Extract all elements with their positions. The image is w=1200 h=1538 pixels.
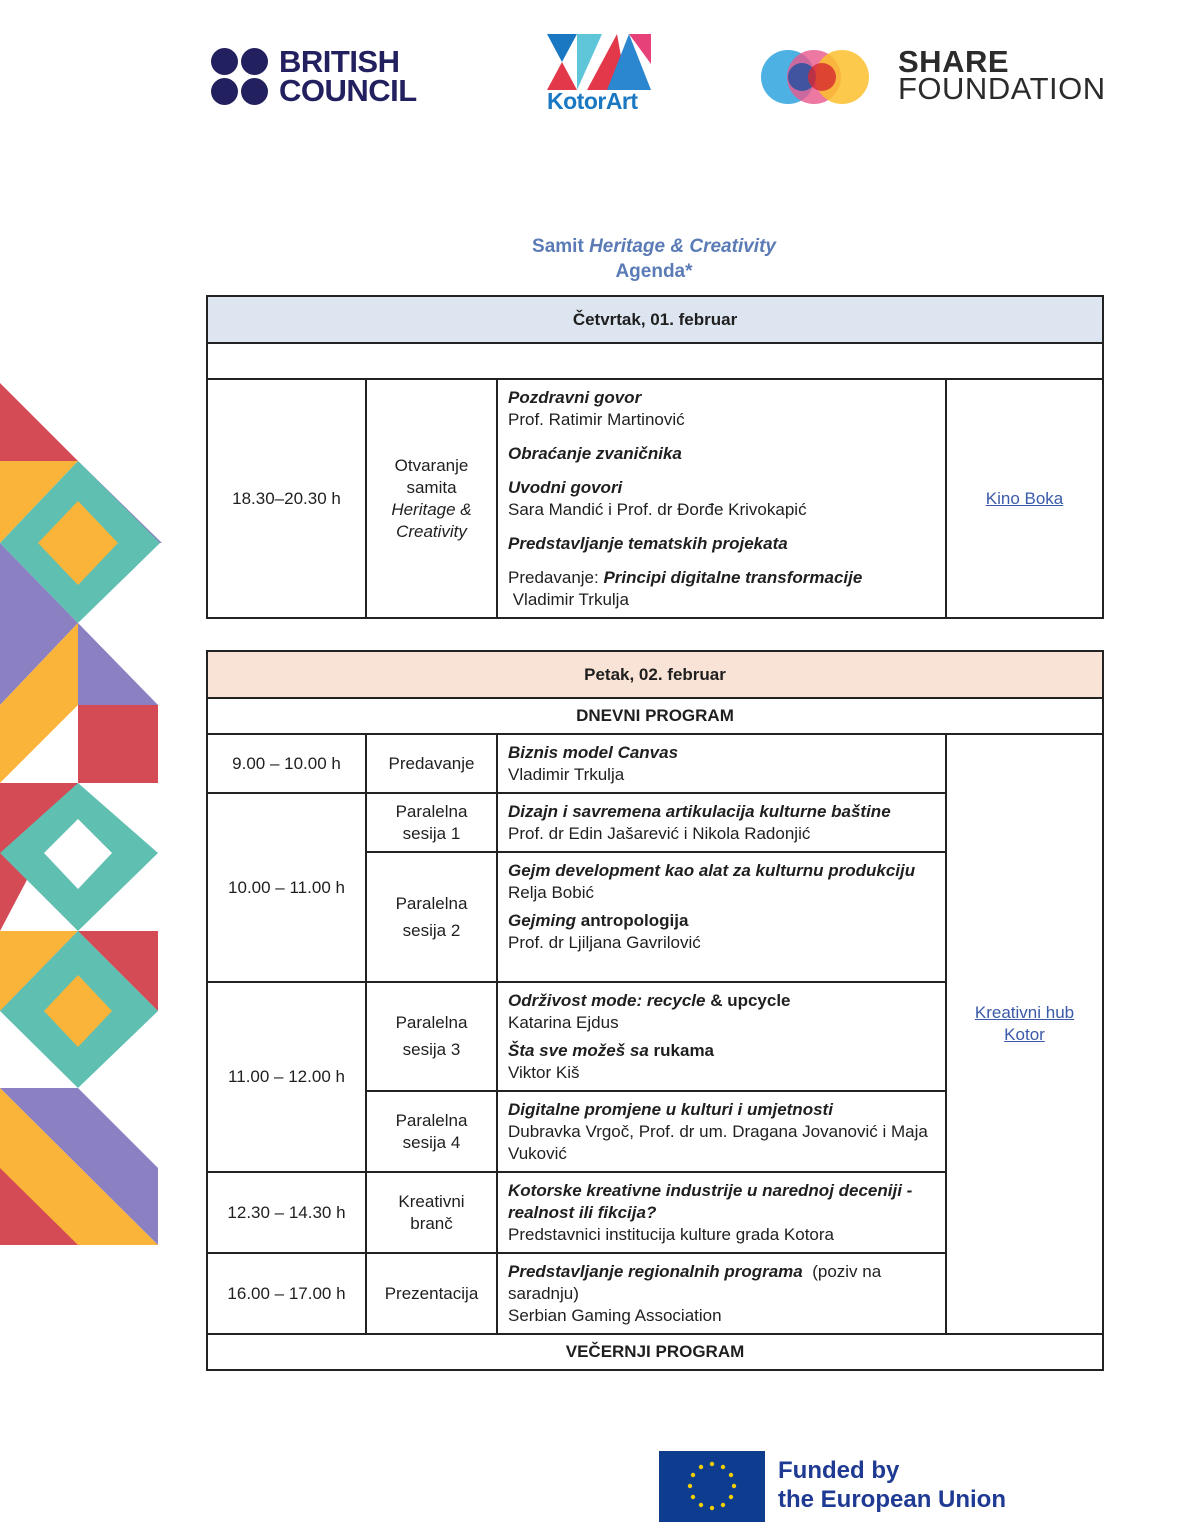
type-cell: Kreativni branč bbox=[366, 1172, 497, 1253]
kino-boka-link[interactable]: Kino Boka bbox=[985, 488, 1064, 508]
agenda-day1-table bbox=[206, 295, 1104, 619]
british-council-logo-mark bbox=[211, 48, 271, 108]
kotorart-logo-text: KotorArt bbox=[547, 88, 638, 114]
type-cell: Predavanje bbox=[366, 734, 497, 793]
evening-program-label: VEČERNJI PROGRAM bbox=[207, 1334, 1103, 1370]
day-program-label: DNEVNI PROGRAM bbox=[207, 698, 1103, 734]
time-cell: 10.00 – 11.00 h bbox=[207, 793, 366, 982]
time-cell: 16.00 – 17.00 h bbox=[207, 1253, 366, 1334]
day2-location bbox=[946, 734, 1103, 1334]
share-foundation-logo-mark bbox=[760, 50, 870, 104]
day1-empty-row bbox=[207, 343, 1103, 379]
time-cell: 12.30 – 14.30 h bbox=[207, 1172, 366, 1253]
day1-type: Otvaranje samita Heritage & Creativity bbox=[366, 379, 497, 618]
activity-cell: Predstavljanje regionalnih programa (poziv na saradnju) Serbian Gaming Association bbox=[497, 1253, 946, 1334]
share-foundation-logo-text: SHARE FOUNDATION bbox=[898, 44, 1106, 106]
page-subtitle: Agenda* bbox=[615, 261, 693, 282]
type-cell: Paralelna sesija 2 bbox=[366, 852, 497, 982]
eu-flag-icon bbox=[659, 1451, 765, 1522]
type-cell: Paralelna sesija 1 bbox=[366, 793, 497, 852]
activity-cell: Kotorske kreativne industrije u narednoj deceniji - realnost ili fikcija? Predstavnici institucija kulture grada Kotora bbox=[497, 1172, 946, 1253]
decorative-pattern bbox=[0, 383, 162, 1245]
type-cell: Prezentacija bbox=[366, 1253, 497, 1334]
day1-time: 18.30–20.30 h bbox=[207, 379, 366, 618]
activity-cell: Gejm development kao alat za kulturnu produkciju Relja Bobić Gejming antropologija Prof. dr Ljiljana Gavrilović bbox=[497, 852, 946, 982]
page-title: Samit Heritage & Creativity bbox=[532, 236, 776, 257]
type-cell: Paralelna sesija 4 bbox=[366, 1091, 497, 1172]
activity-cell: Digitalne promjene u kulturi i umjetnosti Dubravka Vrgoč, Prof. dr um. Dragana Jovanović i Maja Vuković bbox=[497, 1091, 946, 1172]
day1-activities: Pozdravni govor Prof. Ratimir Martinović Obraćanje zvaničnika Uvodni govori Sara Mandić i Prof. dr Đorđe Krivokapić Predstavljanje tematskih projekata Predavanje: Principi digitalne transformacije Vladimir Trkulja bbox=[497, 379, 946, 618]
time-cell: 9.00 – 10.00 h bbox=[207, 734, 366, 793]
activity-cell: Održivost mode: recycle & upcycle Katarina Ejdus Šta sve možeš sa rukama Viktor Kiš bbox=[497, 982, 946, 1091]
kotorart-logo-mark bbox=[547, 34, 651, 90]
agenda-day2-table bbox=[206, 650, 1104, 1371]
type-cell: Paralelna sesija 3 bbox=[366, 982, 497, 1091]
funded-by-eu-text: Funded by the European Union bbox=[778, 1457, 1006, 1513]
kreativni-hub-link[interactable]: Kreativni hub Kotor bbox=[974, 1003, 1075, 1044]
activity-cell: Biznis model Canvas Vladimir Trkulja bbox=[497, 734, 946, 793]
activity-cell: Dizajn i savremena artikulacija kulturne baštine Prof. dr Edin Jašarević i Nikola Radonjić bbox=[497, 793, 946, 852]
day1-header: Četvrtak, 01. februar bbox=[207, 296, 1103, 343]
day1-location bbox=[946, 379, 1103, 618]
day2-header: Petak, 02. februar bbox=[207, 651, 1103, 698]
british-council-logo-text: BRITISH COUNCIL bbox=[279, 44, 417, 108]
time-cell: 11.00 – 12.00 h bbox=[207, 982, 366, 1172]
